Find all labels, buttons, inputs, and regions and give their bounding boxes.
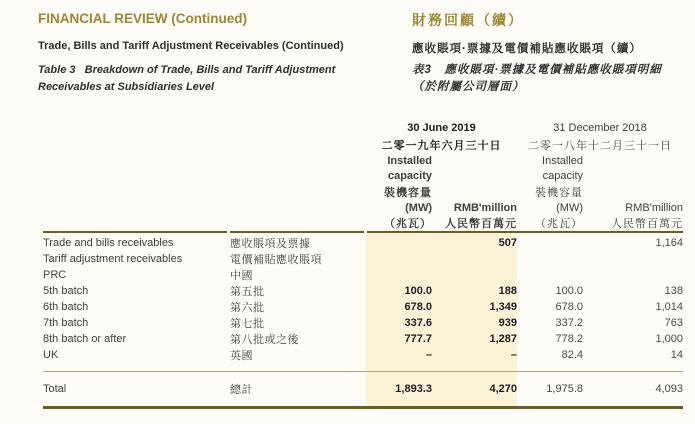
section-title-zh: 財務回顧（續） xyxy=(412,12,524,28)
col-header-mw-2018: (MW) xyxy=(556,201,583,214)
value-2018-rmb xyxy=(583,251,683,267)
col-header-date-2018-zh: 二零一八年十二月三十一日 xyxy=(528,139,672,152)
total-row xyxy=(43,372,683,405)
table-caption-en-line1: Table 3 Breakdown of Trade, Bills and Tariff Adjustment xyxy=(38,64,336,76)
row-label-en: Tariff adjustment receivables xyxy=(43,253,183,265)
row-label-zh: 電價補貼應收賬項 xyxy=(230,254,322,266)
value-2018-mw: 82.4 xyxy=(561,349,583,361)
col-header-mw-2018-zh: （兆瓦） xyxy=(535,218,583,230)
value-2018-mw xyxy=(517,267,583,283)
table-row xyxy=(43,347,683,363)
table-caption-zh-line2: （於附屬公司層面） xyxy=(412,81,525,93)
table-rule-bottom xyxy=(43,406,683,409)
col-header-capacity-2019-zh: 裝機容量 xyxy=(384,186,432,199)
value-2019-mw: 337.6 xyxy=(404,317,432,329)
col-header-installed-2018: Installed xyxy=(542,154,583,167)
value-2019-rmb xyxy=(432,267,517,283)
value-2019-mw xyxy=(366,235,432,251)
col-header-mw-2019-zh: （兆瓦） xyxy=(384,218,432,230)
value-2019-rmb: 188 xyxy=(498,285,517,297)
value-2019-mw: – xyxy=(425,349,432,361)
header-row-installed xyxy=(43,153,683,168)
value-2018-mw: 337.2 xyxy=(555,317,583,329)
row-label-en: 7th batch xyxy=(43,317,89,329)
table-row xyxy=(43,267,683,283)
row-label-en: 6th batch xyxy=(43,301,89,313)
value-2018-rmb: 1,014 xyxy=(655,301,683,313)
col-header-rmb-2019-zh: 人民幣百萬元 xyxy=(445,218,517,230)
col-header-date-2018: 31 December 2018 xyxy=(553,122,647,134)
table-row xyxy=(43,331,683,347)
value-2019-mw: 100.0 xyxy=(404,285,432,297)
value-2019-rmb: – xyxy=(510,349,517,361)
row-label-en: 8th batch or after xyxy=(43,333,127,345)
value-2019-mw: 678.0 xyxy=(404,301,432,313)
row-label-zh: 應收賬項及票據 xyxy=(230,238,311,250)
table-row xyxy=(43,299,683,315)
row-label-en: UK xyxy=(43,349,59,361)
total-2019-rmb: 4,270 xyxy=(489,382,517,395)
row-label-zh: 第六批 xyxy=(230,302,265,314)
col-header-rmb-2018-zh: 人民幣百萬元 xyxy=(611,218,683,230)
header-row-capacity xyxy=(43,168,683,183)
value-2019-rmb: 1,287 xyxy=(489,333,517,345)
row-label-en: Trade and bills receivables xyxy=(43,237,174,249)
col-header-capacity-2018-zh: 裝機容量 xyxy=(535,186,583,199)
value-2018-rmb: 138 xyxy=(664,285,683,297)
value-2018-mw xyxy=(517,251,583,267)
header-row-units-zh xyxy=(43,215,683,231)
value-2018-rmb xyxy=(583,267,683,283)
header-row-capacity-zh xyxy=(43,183,683,200)
section-subtitle-zh: 應收賬項·票據及電價補貼應收賬項（續） xyxy=(412,43,642,55)
value-2018-rmb: 1,000 xyxy=(655,333,683,345)
value-2018-mw: 100.0 xyxy=(555,285,583,297)
total-2019-mw: 1,893.3 xyxy=(395,382,432,395)
col-header-installed-2019: Installed xyxy=(387,154,432,167)
total-label-zh: 總計 xyxy=(230,383,253,396)
value-2019-mw: 777.7 xyxy=(404,333,432,345)
value-2018-mw: 678.0 xyxy=(555,301,583,313)
table-row xyxy=(43,315,683,331)
row-label-en: 5th batch xyxy=(43,285,89,297)
col-header-rmb-2019: RMB'million xyxy=(453,201,517,214)
total-label-en: Total xyxy=(43,382,67,395)
value-2019-mw xyxy=(366,267,432,283)
value-2019-rmb: 1,349 xyxy=(489,301,517,313)
col-header-capacity-2018: capacity xyxy=(542,169,583,182)
row-label-zh: 中國 xyxy=(230,270,253,282)
value-2019-rmb xyxy=(432,251,517,267)
col-header-date-2019-zh: 二零一九年六月三十日 xyxy=(381,139,502,152)
col-header-capacity-2019: capacity xyxy=(387,169,432,182)
row-label-zh: 第五批 xyxy=(230,286,265,298)
value-2019-mw xyxy=(366,251,432,267)
total-2018-rmb: 4,093 xyxy=(655,382,683,395)
value-2018-rmb: 14 xyxy=(670,349,683,361)
col-header-rmb-2018: RMB'million xyxy=(625,201,683,214)
value-2018-mw xyxy=(517,235,583,251)
table-caption-zh-line1: 表3 應收賬項·票據及電價補貼應收賬項明細 xyxy=(412,64,662,76)
receivables-table xyxy=(43,120,683,405)
header-row-date-en xyxy=(43,120,683,136)
value-2019-rmb: 507 xyxy=(498,237,517,249)
section-title-en: FINANCIAL REVIEW (Continued) xyxy=(38,11,247,26)
row-label-zh: 第八批或之後 xyxy=(230,334,299,346)
col-header-mw-2019: (MW) xyxy=(405,201,432,214)
value-2018-rmb: 1,164 xyxy=(655,237,683,249)
col-header-date-2019: 30 June 2019 xyxy=(407,122,476,134)
header-row-units-en xyxy=(43,200,683,215)
value-2018-rmb: 763 xyxy=(664,317,683,329)
spacer-row xyxy=(43,363,683,372)
row-label-zh: 英國 xyxy=(230,350,253,362)
row-label-zh: 第七批 xyxy=(230,318,265,330)
table-caption-en-line2: Receivables at Subsidiaries Level xyxy=(38,81,215,93)
table-row xyxy=(43,283,683,299)
total-2018-mw: 1,975.8 xyxy=(546,382,583,395)
section-subtitle-en: Trade, Bills and Tariff Adjustment Receivables (Continued) xyxy=(38,40,344,52)
value-2019-rmb: 939 xyxy=(498,317,517,329)
value-2018-mw: 778.2 xyxy=(555,333,583,345)
row-label-en: PRC xyxy=(43,269,67,281)
header-row-date-zh xyxy=(43,136,683,153)
table-row xyxy=(43,235,683,251)
table-row xyxy=(43,251,683,267)
